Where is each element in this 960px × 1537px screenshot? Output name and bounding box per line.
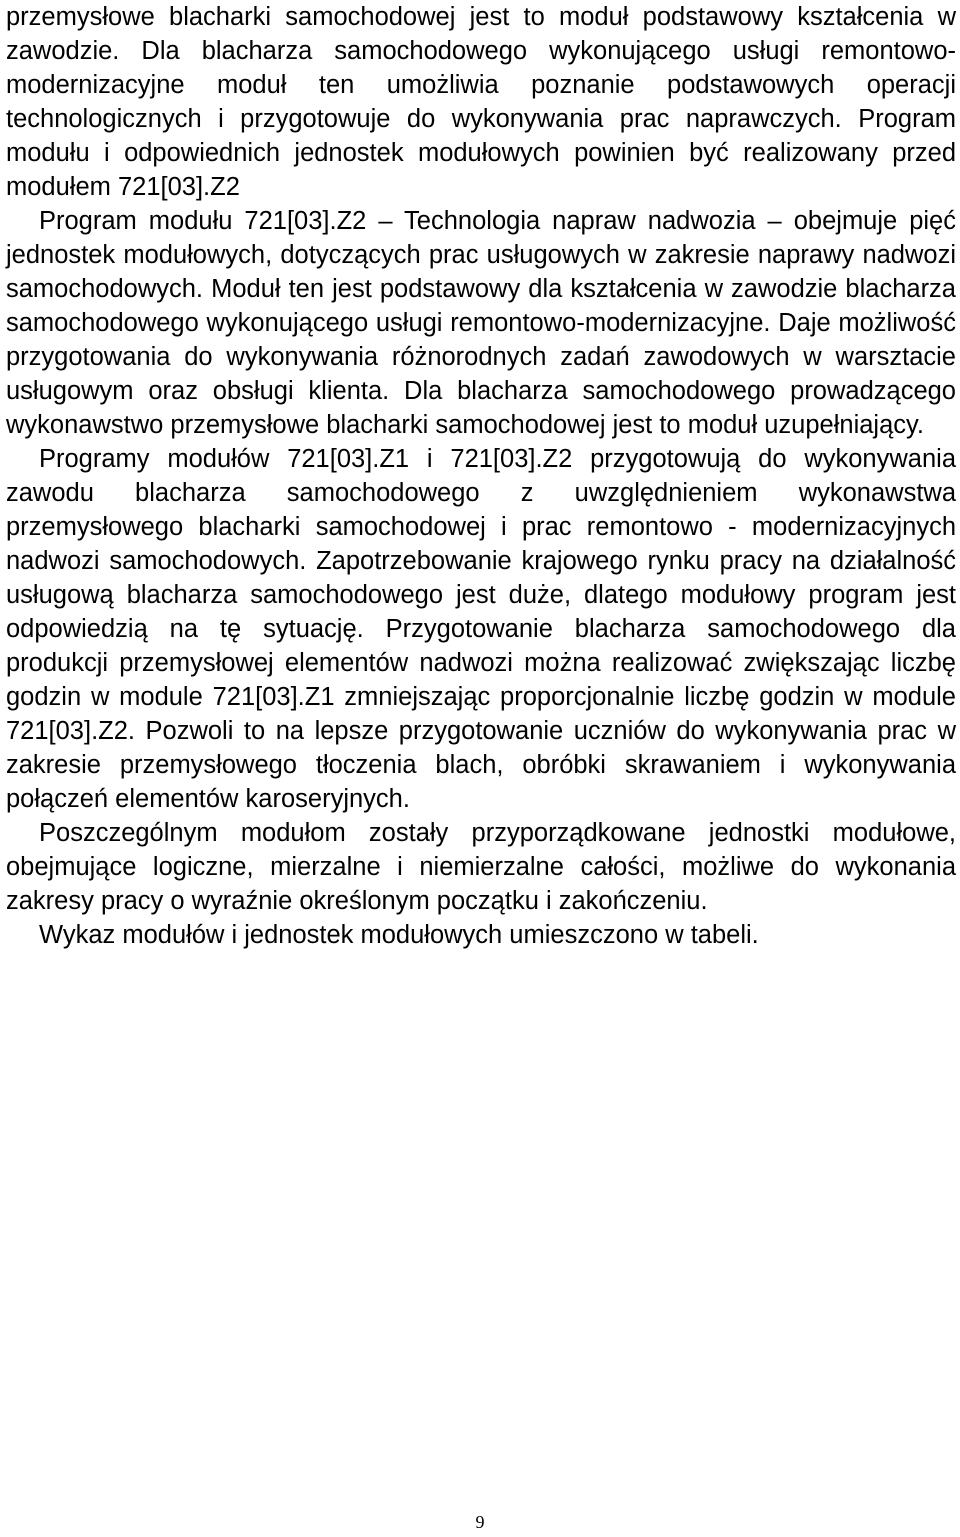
paragraph-module-units: Poszczególnym modułom zostały przyporządkowane jednostki modułowe, obejmujące logiczne, mierzalne i niemierzalne całości, możliwe do wykonania zakresy pracy o wyraźnie określonym początku i zakończeniu.	[6, 819, 956, 915]
document-body	[6, 0, 956, 952]
paragraph-continued: przemysłowe blacharki samochodowej jest to moduł podstawowy kształcenia w zawodzie. Dla blacharza samochodowego wykonującego usługi remontowo-modernizacyjne moduł ten umożliwia poznanie podstawowych operacji technologicznych i przygotowuje do wykonywania prac naprawczych. Program modułu i odpowiednich jednostek modułowych powinien być realizowany przed modułem 721[03].Z2	[6, 3, 956, 201]
paragraph-programs-z1-z2: Programy modułów 721[03].Z1 i 721[03].Z2 przygotowują do wykonywania zawodu blacharza samochodowego z uwzględnieniem wykonawstwa przemysłowego blacharki samochodowej i prac remontowo - modernizacyjnych nadwozi samochodowych. Zapotrzebowanie krajowego rynku pracy na działalność usługową blacharza samochodowego jest duże, dlatego modułowy program jest odpowiedzią na tę sytuację. Przygotowanie blacharza samochodowego dla produkcji przemysłowej elementów nadwozi można realizować zwiększając liczbę godzin w module 721[03].Z1 zmniejszając proporcjonalnie liczbę godzin w module 721[03].Z2. Pozwoli to na lepsze przygotowanie uczniów do wykonywania prac w zakresie przemysłowego tłoczenia blach, obróbki skrawaniem i wykonywania połączeń elementów karoseryjnych.	[6, 445, 956, 813]
paragraph-table-reference: Wykaz modułów i jednostek modułowych umieszczono w tabeli.	[39, 921, 759, 949]
page-number: 9	[475, 1512, 485, 1532]
paragraph-program-z2: Program modułu 721[03].Z2 – Technologia napraw nadwozia – obejmuje pięć jednostek modułowych, dotyczących prac usługowych w zakresie naprawy nadwozi samochodowych. Moduł ten jest podstawowy dla kształcenia w zawodzie blacharza samochodowego wykonującego usługi remontowo-modernizacyjne. Daje możliwość przygotowania do wykonywania różnorodnych zadań zawodowych w warsztacie usługowym oraz obsługi klienta. Dla blacharza samochodowego prowadzącego wykonawstwo przemysłowe blacharki samochodowej jest to moduł uzupełniający.	[6, 207, 956, 439]
